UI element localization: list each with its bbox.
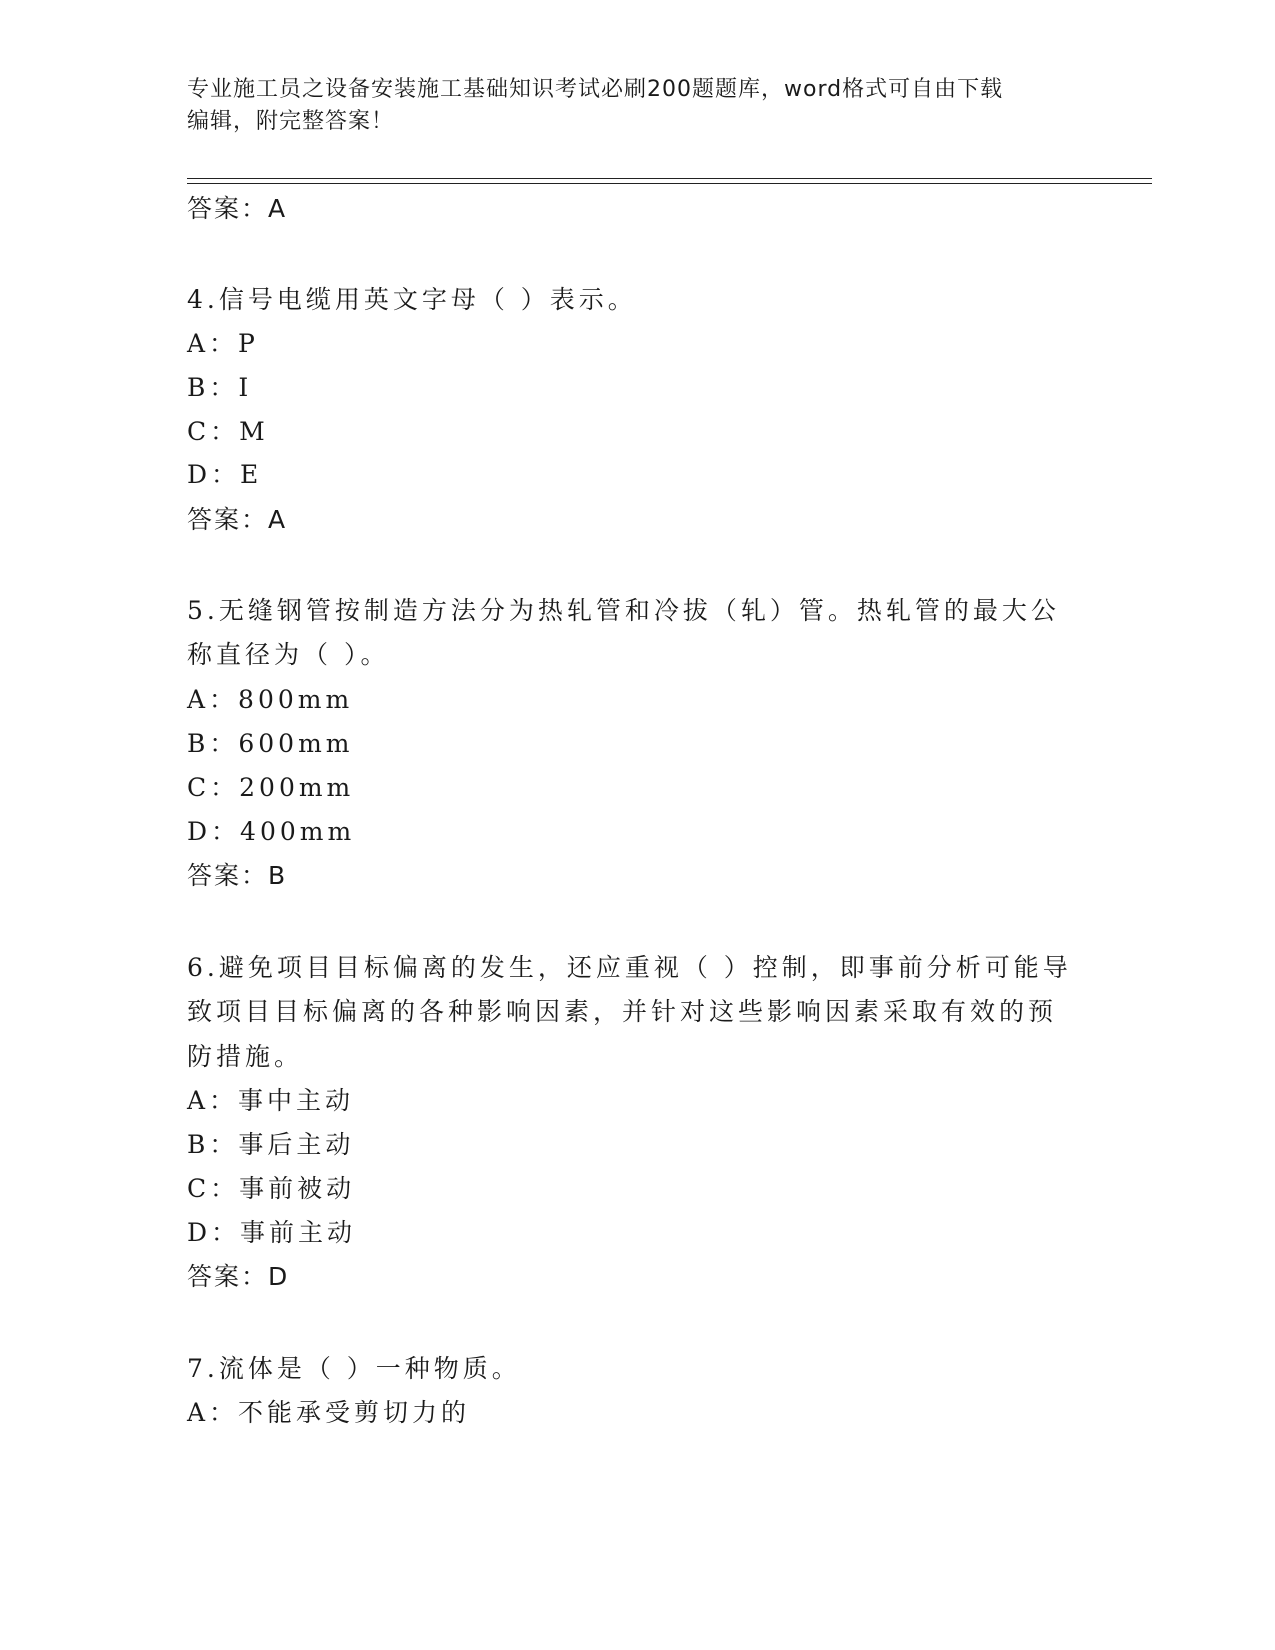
question-4-text: 4.信号电缆用英文字母（ ）表示。 — [187, 285, 637, 314]
question-5-option-b: B：600mm — [187, 729, 354, 758]
header-line-2: 编辑，附完整答案！ — [187, 109, 395, 134]
question-6-text-line-3: 防措施。 — [187, 1042, 304, 1071]
question-7-text: 7.流体是（ ）一种物质。 — [187, 1354, 521, 1383]
question-6-option-c: C：事前被动 — [187, 1174, 356, 1203]
question-5-text-line-2: 称直径为（ ）。 — [187, 640, 390, 669]
answer-line: 答案：A — [187, 194, 288, 223]
question-6-answer: 答案：D — [187, 1262, 290, 1291]
question-4-answer: 答案：A — [187, 505, 288, 534]
question-4-option-d: D：E — [187, 460, 263, 489]
question-5-answer: 答案：B — [187, 861, 288, 890]
header-line-1: 专业施工员之设备安装施工基础知识考试必刷200题题库，word格式可自由下载 — [187, 77, 1004, 102]
question-5-option-a: A：800mm — [187, 685, 354, 714]
question-6-text-line-2: 致项目目标偏离的各种影响因素，并针对这些影响因素采取有效的预 — [187, 997, 1058, 1026]
document-header — [187, 74, 1067, 138]
question-4-option-b: B：I — [187, 373, 253, 402]
question-6-option-d: D：事前主动 — [187, 1218, 357, 1247]
question-4-option-c: C：M — [187, 417, 269, 446]
question-6-text-line-1: 6.避免项目目标偏离的发生，还应重视（ ）控制，即事前分析可能导 — [187, 953, 1072, 982]
question-6-option-b: B：事后主动 — [187, 1130, 355, 1159]
question-5-option-c: C：200mm — [187, 773, 355, 802]
question-6-option-a: A：事中主动 — [187, 1086, 355, 1115]
question-5-option-d: D：400mm — [187, 817, 356, 846]
question-4-option-a: A：P — [187, 329, 259, 358]
question-7-option-a: A：不能承受剪切力的 — [187, 1398, 471, 1427]
header-divider-top — [187, 178, 1152, 179]
header-divider-bottom — [187, 183, 1152, 184]
question-5-text-line-1: 5.无缝钢管按制造方法分为热轧管和冷拔（轧）管。热轧管的最大公 — [187, 596, 1060, 625]
